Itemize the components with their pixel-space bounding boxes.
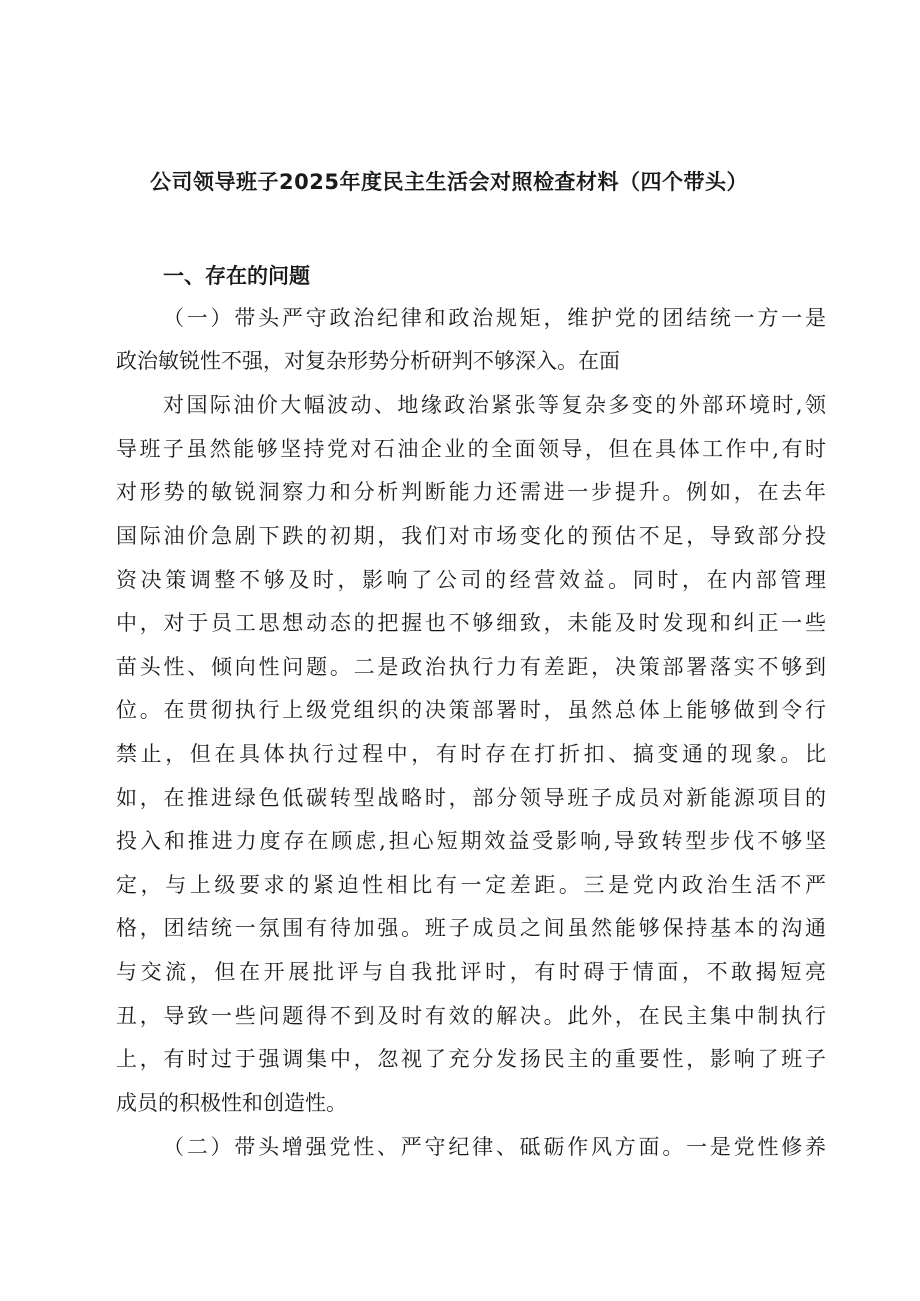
paragraph-line: 导班子虽然能够坚持党对石油企业的全面领导，但在具体工作中,有时 — [116, 437, 826, 461]
paragraph-line: 投入和推进力度存在顾虑,担心短期效益受影响,导致转型步伐不够坚 — [116, 829, 826, 853]
paragraph-line: 定，与上级要求的紧迫性相比有一定差距。三是党内政治生活不严 — [116, 873, 826, 897]
paragraph-line: （一）带头严守政治纪律和政治规矩，维护党的团结统一方一是 — [163, 306, 826, 330]
paragraph-line: 丑，导致一些问题得不到及时有效的解决。此外，在民主集中制执行 — [116, 1004, 826, 1028]
paragraph-line: 与交流，但在开展批评与自我批评时，有时碍于情面，不敢揭短亮 — [116, 960, 826, 984]
document-title: 公司领导班子2025年度民主生活会对照检查材料（四个带头） — [150, 170, 748, 194]
paragraph-line: 政治敏锐性不强，对复杂形势分析研判不够深入。在面 — [116, 349, 620, 373]
paragraph-line: 苗头性、倾向性问题。二是政治执行力有差距，决策部署落实不够到 — [116, 655, 826, 679]
paragraph-line: 成员的积极性和创造性。 — [116, 1091, 347, 1115]
paragraph-line: 对形势的敏锐洞察力和分析判断能力还需进一步提升。例如，在去年 — [116, 480, 826, 504]
paragraph-line: 禁止，但在具体执行过程中，有时存在打折扣、搞变通的现象。比 — [116, 742, 826, 766]
paragraph-line: 资决策调整不够及时，影响了公司的经营效益。同时，在内部管理 — [116, 568, 826, 592]
paragraph-line: 对国际油价大幅波动、地缘政治紧张等复杂多变的外部环境时,领 — [163, 393, 826, 417]
paragraph-line: 格，团结统一氛围有待加强。班子成员之间虽然能够保持基本的沟通 — [116, 916, 826, 940]
section-heading-problems: 一、存在的问题 — [163, 264, 310, 288]
paragraph-line: 国际油价急剧下跌的初期，我们对市场变化的预估不足，导致部分投 — [116, 524, 826, 548]
paragraph-line: 上，有时过于强调集中，忽视了充分发扬民主的重要性，影响了班子 — [116, 1047, 826, 1071]
paragraph-line: 位。在贯彻执行上级党组织的决策部署时，虽然总体上能够做到令行 — [116, 698, 826, 722]
paragraph-line: 如，在推进绿色低碳转型战略时，部分领导班子成员对新能源项目的 — [116, 786, 826, 810]
paragraph-line: （二）带头增强党性、严守纪律、砥砺作风方面。一是党性修养 — [163, 1135, 826, 1159]
paragraph-line: 中，对于员工思想动态的把握也不够细致，未能及时发现和纠正一些 — [116, 611, 826, 635]
